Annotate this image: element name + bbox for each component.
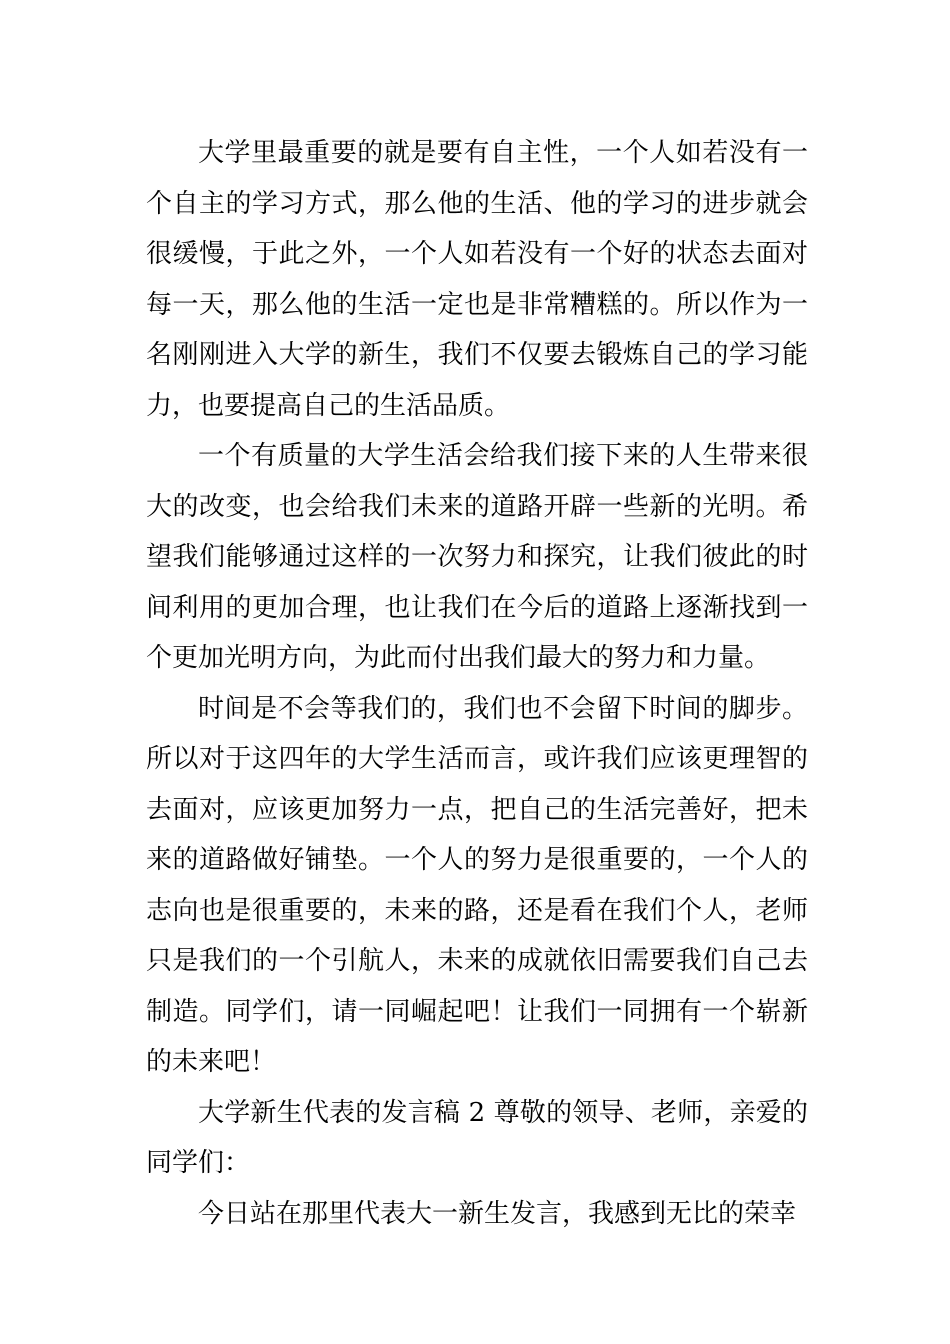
paragraph-4: 大学新生代表的发言稿 2 尊敬的领导、老师，亲爱的同学们： xyxy=(146,1097,808,1178)
document-body xyxy=(146,128,808,1239)
paragraph-3: 时间是不会等我们的，我们也不会留下时间的脚步。所以对于这四年的大学生活而言，或许我们应该更理智的去面对，应该更加努力一点，把自己的生活完善好，把未来的道路做好铺垫。一个人的努力是很重要的，一个人的志向也是很重要的，未来的路，还是看在我们个人，老师只是我们的一个引航人，未来的成就依旧需要我们自己去制造。同学们，请一同崛起吧！让我们一同拥有一个崭新的未来吧！ xyxy=(146,693,808,1077)
paragraph-2: 一个有质量的大学生活会给我们接下来的人生带来很大的改变，也会给我们未来的道路开辟一些新的光明。希望我们能够通过这样的一次努力和探究，让我们彼此的时间利用的更加合理，也让我们在今后的道路上逐渐找到一个更加光明方向，为此而付出我们最大的努力和力量。 xyxy=(146,441,808,673)
paragraph-5: 今日站在那里代表大一新生发言，我感到无比的荣幸 xyxy=(198,1198,797,1229)
paragraph-1: 大学里最重要的就是要有自主性，一个人如若没有一个自主的学习方式，那么他的生活、他的学习的进步就会很缓慢，于此之外，一个人如若没有一个好的状态去面对每一天，那么他的生活一定也是非常糟糕的。所以作为一名刚刚进入大学的新生，我们不仅要去锻炼自己的学习能力，也要提高自己的生活品质。 xyxy=(146,138,808,421)
